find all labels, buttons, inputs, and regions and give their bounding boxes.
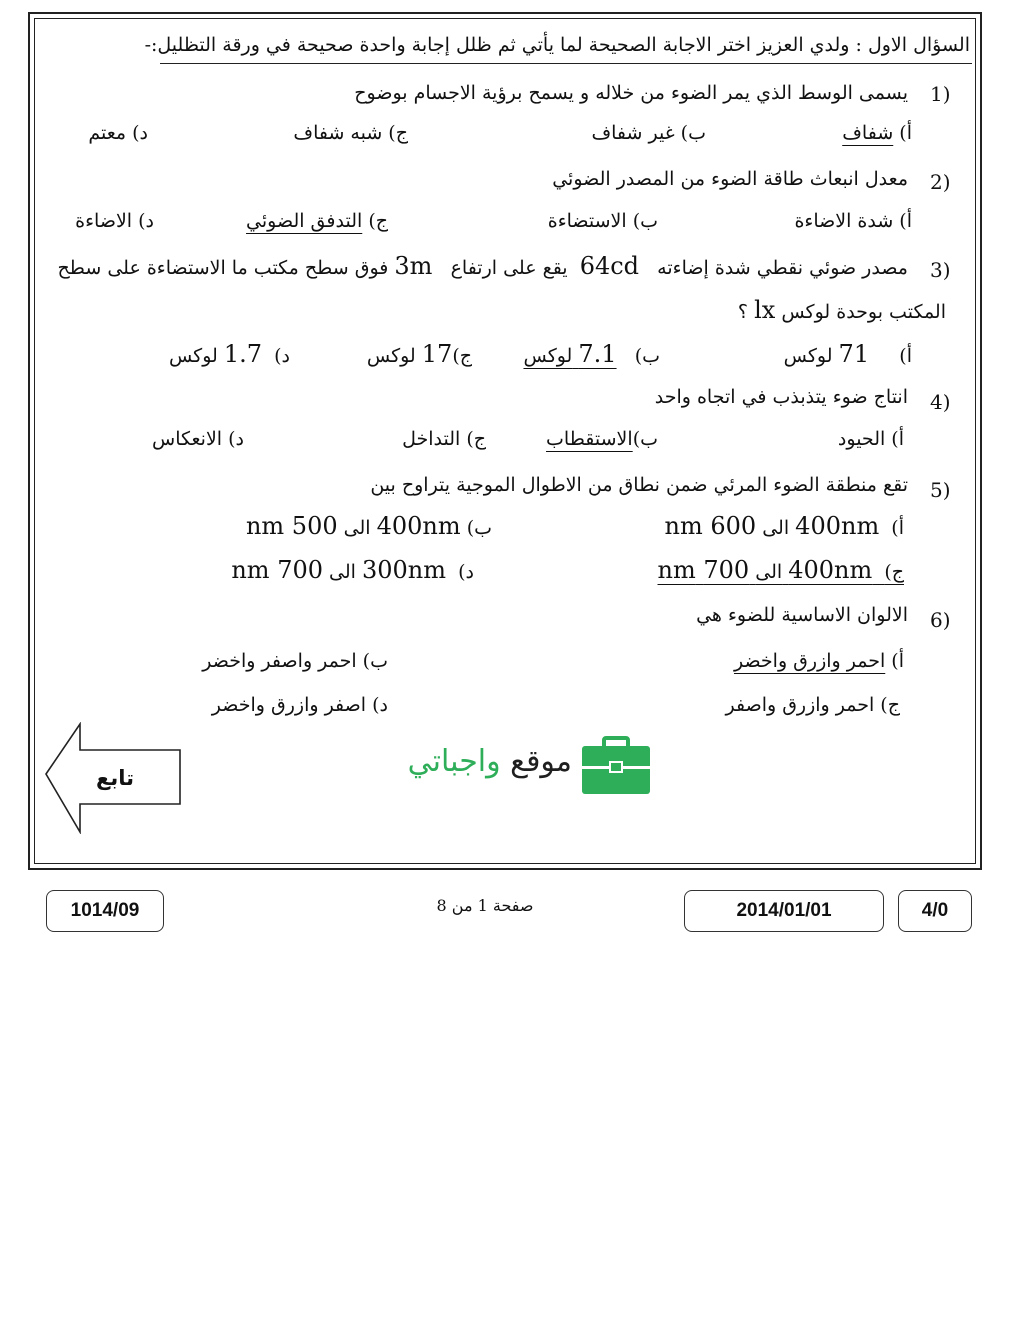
q2-option-d[interactable]: د) الاضاءة bbox=[75, 210, 154, 232]
q5-option-c[interactable] bbox=[658, 556, 904, 584]
logo-word-1: موقع bbox=[510, 744, 572, 779]
q5-option-b-prefix: ب) bbox=[466, 517, 492, 539]
q5-option-d-to: 700 nm bbox=[231, 556, 323, 584]
q4-text: انتاج ضوء يتذبذب في اتجاه واحد bbox=[654, 386, 908, 408]
q3-option-d[interactable] bbox=[169, 340, 290, 368]
q6-option-a[interactable] bbox=[734, 650, 904, 672]
exam-code-box: 1014/09 bbox=[46, 890, 164, 932]
q5-option-b-from: 400nm bbox=[376, 512, 461, 540]
q4-option-b-prefix: ب) bbox=[632, 428, 658, 450]
q5-option-a[interactable] bbox=[665, 512, 905, 540]
q5-option-c-prefix: ج) bbox=[884, 561, 904, 583]
q5-option-d-prefix: د) bbox=[458, 561, 474, 583]
header-underline bbox=[160, 63, 972, 64]
continue-label[interactable]: تابع bbox=[96, 766, 135, 790]
mark-box: 4/0 bbox=[898, 890, 972, 932]
q6-option-c[interactable]: ج) احمر وازرق واصفر bbox=[725, 694, 900, 716]
q4-option-d[interactable]: د) الانعكاس bbox=[152, 428, 244, 450]
page-number: صفحة 1 من 8 bbox=[436, 896, 534, 915]
q4-option-a[interactable]: أ) الحيود bbox=[837, 428, 904, 450]
logo-word-2: واجباتي bbox=[407, 744, 501, 779]
q2-option-c-text: التدفق الضوئي bbox=[246, 210, 363, 232]
q3-option-a-prefix: أ) bbox=[899, 345, 912, 367]
q2-option-c[interactable] bbox=[246, 210, 388, 232]
q5-option-d-from: 300nm bbox=[362, 556, 447, 584]
q3-text-line2 bbox=[738, 296, 946, 324]
q6-option-d[interactable]: د) اصفر وازرق واخضر bbox=[211, 694, 388, 716]
q5-option-b[interactable] bbox=[246, 512, 492, 540]
q3-text-line1 bbox=[58, 252, 908, 280]
q3-option-c-unit: لوكس bbox=[366, 345, 416, 367]
q1-option-a[interactable] bbox=[842, 122, 912, 144]
q3-unit: lx bbox=[754, 296, 776, 324]
q4-number: 4) bbox=[930, 390, 951, 414]
q3-height-value: 3m bbox=[394, 252, 433, 280]
q5-option-d-to-word: الى bbox=[329, 561, 356, 583]
q3-option-d-prefix: د) bbox=[274, 345, 290, 367]
q1-number: 1) bbox=[930, 82, 951, 106]
q3-text-part1: مصدر ضوئي نقطي شدة إضاءته bbox=[657, 257, 908, 279]
q4-option-b-text: الاستقطاب bbox=[546, 428, 633, 450]
q3-text-part4: المكتب بوحدة لوكس bbox=[781, 301, 946, 323]
q6-number: 6) bbox=[930, 608, 951, 632]
q3-text-part2: يقع على ارتفاع bbox=[450, 257, 568, 279]
q5-option-a-to: 600 nm bbox=[664, 512, 757, 540]
q5-option-b-to-word: الى bbox=[343, 517, 371, 539]
q1-option-a-prefix: أ) bbox=[899, 122, 912, 144]
q1-option-b[interactable]: ب) غير شفاف bbox=[591, 122, 706, 144]
q6-text: الالوان الاساسية للضوء هي bbox=[696, 604, 908, 626]
q2-number: 2) bbox=[930, 170, 951, 194]
q4-option-c[interactable]: ج) التداخل bbox=[402, 428, 486, 450]
q1-option-a-text: شفاف bbox=[842, 122, 894, 144]
q5-option-c-from: 400nm bbox=[788, 556, 873, 584]
q5-text: تقع منطقة الضوء المرئي ضمن نطاق من الاطوال الموجية يتراوح بين bbox=[370, 474, 908, 496]
q5-option-a-to-word: الى bbox=[762, 517, 790, 539]
q3-option-b-unit: لوكس bbox=[523, 345, 573, 367]
q3-option-b[interactable] bbox=[523, 340, 660, 368]
exam-date-box: 2014/01/01 bbox=[684, 890, 884, 932]
question-header: السؤال الاول : ولدي العزيز اختر الاجابة الصحيحة لما يأتي ثم ظلل إجابة واحدة صحيحة في ورقة التظليل:- bbox=[144, 34, 970, 56]
q6-option-a-prefix: أ) bbox=[891, 650, 904, 672]
q3-number: 3) bbox=[930, 258, 951, 282]
q6-option-a-text: احمر وازرق واخضر bbox=[733, 650, 886, 672]
q5-option-c-answer bbox=[657, 556, 904, 584]
q1-option-d[interactable]: د) معتم bbox=[88, 122, 148, 144]
q3-option-c-prefix: ج) bbox=[452, 345, 472, 367]
q5-option-d[interactable] bbox=[231, 556, 474, 584]
q3-option-b-value: 7.1 bbox=[578, 340, 617, 368]
briefcase-logo-icon bbox=[580, 736, 652, 796]
q5-option-c-to-word: الى bbox=[755, 561, 783, 583]
q5-option-a-from: 400nm bbox=[795, 512, 880, 540]
q2-option-b[interactable]: ب) الاستضاءة bbox=[547, 210, 658, 232]
q3-option-a[interactable] bbox=[784, 340, 912, 368]
q2-text: معدل انبعاث طاقة الضوء من المصدر الضوئي bbox=[552, 168, 908, 190]
q3-text-part3: فوق سطح مكتب ما الاستضاءة على سطح bbox=[57, 257, 389, 279]
q5-option-a-prefix: أ) bbox=[891, 517, 904, 539]
site-logo-text bbox=[372, 744, 572, 779]
q3-option-d-value: 1.7 bbox=[223, 340, 263, 368]
q3-question-mark: ؟ bbox=[737, 301, 749, 323]
q5-option-b-to: 500 nm bbox=[245, 512, 338, 540]
q3-intensity-value: 64cd bbox=[579, 252, 640, 280]
q2-option-c-prefix: ج) bbox=[368, 210, 388, 232]
q3-option-a-unit: لوكس bbox=[783, 345, 833, 367]
q3-option-d-unit: لوكس bbox=[168, 345, 218, 367]
q3-option-c-value: 17 bbox=[421, 340, 453, 368]
q4-option-b[interactable] bbox=[546, 428, 658, 450]
q3-option-b-prefix: ب) bbox=[634, 345, 660, 367]
q3-option-a-value: 71 bbox=[838, 340, 870, 368]
q3-option-b-answer bbox=[523, 340, 617, 368]
q3-option-c[interactable] bbox=[367, 340, 472, 368]
q6-option-b[interactable]: ب) احمر واصفر واخضر bbox=[202, 650, 388, 672]
q1-text: يسمى الوسط الذي يمر الضوء من خلاله و يسمح برؤية الاجسام بوضوح bbox=[354, 82, 908, 104]
q2-option-a[interactable]: أ) شدة الاضاءة bbox=[794, 210, 912, 232]
q5-option-c-to: 700 nm bbox=[657, 556, 750, 584]
q1-option-c[interactable]: ج) شبه شفاف bbox=[293, 122, 408, 144]
q5-number: 5) bbox=[930, 478, 951, 502]
